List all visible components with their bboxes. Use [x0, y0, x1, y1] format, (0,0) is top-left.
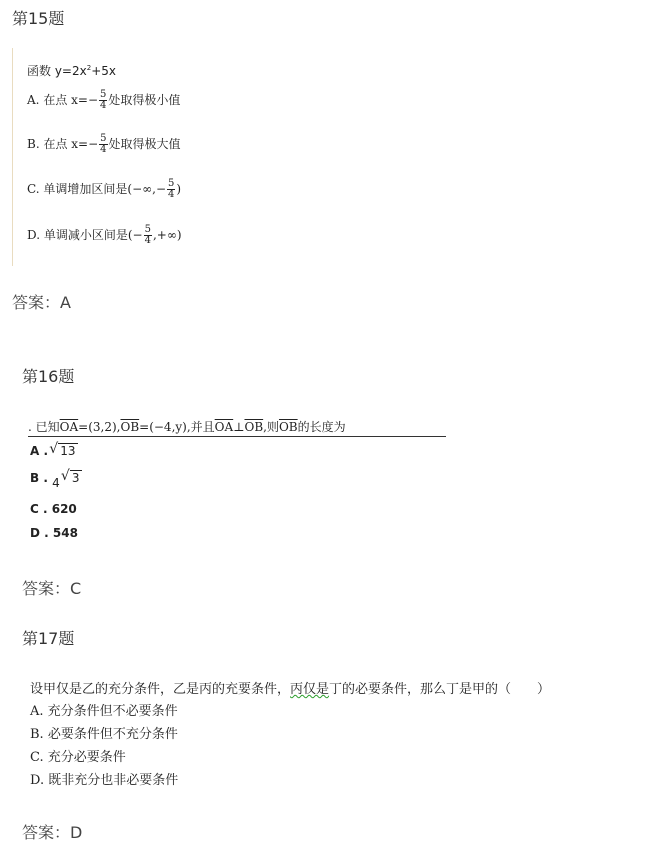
q15-option-b — [27, 134, 181, 155]
q17-option-c — [30, 746, 126, 765]
q16-title: 第16题 — [22, 367, 75, 386]
q17-answer: 答案：D — [22, 823, 83, 842]
q15-stem — [27, 62, 116, 79]
q16-option-a-sqrt: √ 13 — [52, 443, 77, 458]
q17-option-c-text: 充分必要条件 — [47, 750, 126, 765]
q15-option-c — [27, 179, 181, 200]
q17-option-a-text: 充分条件但不必要条件 — [47, 704, 178, 719]
q15-option-d-post: ,+∞) — [152, 228, 182, 242]
q17-option-d-text: 既非充分也非必要条件 — [48, 773, 179, 788]
q17-stem-spellcheck: 丙仅是 — [290, 682, 330, 697]
q15-option-b-fraction: $\frac{5}{4}$ — [100, 133, 107, 155]
q15-stem-exp: 2 — [86, 64, 92, 72]
q16-option-c-text: 620 — [51, 502, 77, 516]
q15-option-a-label: A. — [27, 93, 40, 107]
q16-option-b-label: B . — [30, 471, 48, 485]
q17-option-c-label: C. — [30, 750, 44, 765]
q15-option-b-label: B. — [27, 137, 40, 151]
q17-title: 第17题 — [22, 629, 75, 648]
q15-answer: 答案：A — [12, 293, 71, 312]
q15-stem-prefix: 函数 y=2x — [27, 64, 87, 78]
q15-stem-suffix: +5x — [91, 64, 116, 78]
q15-option-a-pre: 在点 x=− — [43, 93, 99, 107]
q17-option-d-label: D. — [30, 773, 45, 788]
q15-option-a-fraction: $\frac{5}{4}$ — [100, 89, 107, 111]
q16-option-b — [30, 470, 82, 490]
q16-option-a — [30, 443, 78, 458]
q16-option-c-label: C . — [30, 502, 48, 516]
q17-option-a-label: A. — [30, 704, 44, 719]
q15-option-b-post: 处取得极大值 — [108, 137, 181, 151]
q16-option-d-label: D . — [30, 526, 49, 540]
q15-option-a — [27, 90, 180, 111]
q15-option-d-label: D. — [27, 228, 41, 242]
q15-title: 第15题 — [12, 9, 65, 28]
q17-option-a — [30, 700, 178, 719]
q17-option-b-text: 必要条件但不充分条件 — [47, 727, 178, 742]
q17-option-b-label: B. — [30, 727, 44, 742]
q15-option-c-label: C. — [27, 182, 40, 196]
q15-option-c-pre: 单调增加区间是(−∞,− — [43, 182, 167, 196]
q15-option-d-pre: 单调减小区间是(− — [43, 228, 143, 242]
q17-option-b — [30, 723, 178, 742]
q16-option-b-coef: 4 — [52, 476, 60, 490]
q15-option-d — [27, 225, 182, 246]
q15-option-c-fraction: $\frac{5}{4}$ — [168, 178, 175, 200]
q16-option-a-label: A . — [30, 444, 49, 458]
q15-option-a-post: 处取得极小值 — [108, 93, 181, 107]
q16-option-b-sqrt: √ 3 — [64, 470, 82, 485]
q15-option-c-post: ) — [176, 182, 182, 196]
q16-stem: . 已知$\overline{OA}=(3,2),\overline{OB}=(-4,y)$,并且$\overline{OA}\perp\overline{OB}$,则$\overline{OB}$的长度为 — [28, 420, 346, 434]
q16-option-d — [30, 526, 78, 540]
q15-option-b-pre: 在点 x=− — [43, 137, 99, 151]
q15-option-d-fraction: $\frac{5}{4}$ — [144, 224, 151, 246]
q16-option-d-text: 548 — [52, 526, 78, 540]
q16-stem-underline — [28, 436, 446, 437]
q16-option-c — [30, 502, 77, 516]
q16-answer: 答案：C — [22, 579, 82, 598]
q17-stem: 设甲仅是乙的充分条件，乙是丙的充要条件，丙仅是丁的必要条件，那么丁是甲的（ ） — [30, 682, 551, 697]
q17-option-d — [30, 769, 178, 788]
